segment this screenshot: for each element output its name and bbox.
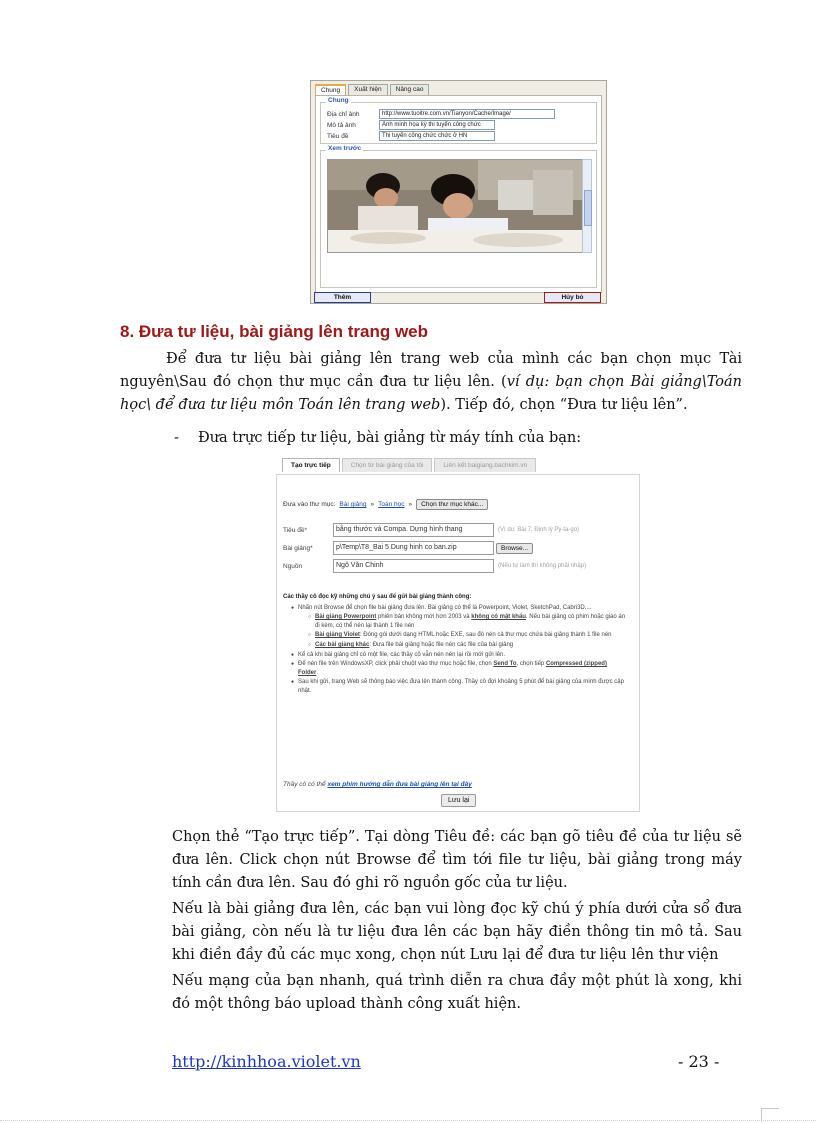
intro-part-1: Để đưa tư liệu bài giảng lên trang web của mình các bạn chọn mục Tài nguyên\Sau đó chọn thư mục cần đưa tư liệu lên. (: [120, 351, 742, 390]
image-insert-dialog: [310, 80, 607, 304]
insert-button[interactable]: Thêm: [314, 292, 371, 303]
sub3-bold: Các bài giảng khác: [315, 641, 370, 648]
crumb-separator: »: [370, 501, 375, 508]
note-item: [291, 678, 628, 695]
choose-folder-button[interactable]: Chọn thư mục khác...: [416, 499, 488, 510]
upload-notes: [283, 593, 628, 697]
image-url-label: Địa chỉ ảnh: [327, 110, 360, 118]
image-dialog-tabs: [315, 84, 429, 95]
upload-form-screenshot: [276, 458, 640, 812]
target-folder-label: Đưa vào thư mục:: [283, 501, 336, 508]
tab-link-bachkim[interactable]: Liên kết baigiang.bachkim.vn: [434, 458, 536, 472]
sub2-rest: : Đóng gói dưới dạng HTML hoặc EXE, sau đó nén cả thư mục chứa bài giảng thành 1 file nén: [359, 632, 612, 639]
general-fieldset: [320, 97, 597, 144]
note-item: [291, 660, 628, 677]
sub1-bold: Bài giảng Powerpoint: [315, 614, 377, 621]
page-number: - 23 -: [678, 1052, 720, 1071]
lesson-file-input[interactable]: p\Temp\T8_Bai 5 Dung hinh co ban.zip: [333, 541, 494, 555]
bullet-dash: -: [174, 430, 179, 446]
image-dialog-panel: [315, 95, 602, 293]
page-border-bottom: [0, 1120, 816, 1121]
crumb-separator-2: »: [408, 501, 413, 508]
note-2-text: Kể cả khi bài giảng chỉ có một file, các thầy cô vẫn nén nén lại rồi mới gửi lên.: [298, 651, 506, 658]
tab-create-direct[interactable]: Tạo trực tiếp: [282, 458, 340, 472]
notes-intro: Các thầy cô đọc kỹ những chú ý sau để gửi bài giảng thành công:: [283, 594, 472, 600]
guide-prefix: Thầy cô có thể: [283, 781, 328, 788]
exam-room-photo: [328, 160, 588, 252]
guide-video-link[interactable]: xem phim hướng dẫn đưa bài giảng lên tại đây: [327, 781, 472, 788]
source-label: Nguồn: [283, 562, 303, 570]
crop-mark-horizontal: [761, 1108, 779, 1109]
crumb-math[interactable]: Toán học: [378, 501, 405, 508]
note-4-text: Sau khi gửi, trang Web sẽ thông báo việc đưa lên thành công. Thầy cô đợi khoảng 5 phút để bài giảng của mình được cập nhật.: [298, 679, 624, 694]
source-hint: (Nếu tự làm thì không phải nhập): [498, 563, 587, 569]
sub-note-item: [308, 631, 628, 640]
guide-line: [283, 781, 472, 788]
preview-fieldset: [320, 145, 597, 288]
title-label: Tiêu đề*: [283, 526, 307, 534]
sub2-bold: Bài giảng Violet: [315, 632, 360, 639]
scrollbar-thumb[interactable]: [584, 190, 592, 226]
image-desc-row: [327, 120, 495, 130]
tab-choose-mine[interactable]: Chọn từ bài giảng của tôi: [342, 458, 433, 472]
paragraph-create-direct: Chọn thẻ “Tạo trực tiếp”. Tại dòng Tiêu đề: các bạn gõ tiêu đề của tư liệu sẽ đưa lên. Click chọn nút Browse để tìm tới file tư liệu, bài giảng trong máy tính cần đưa lên. Sau đó ghi rõ nguồn gốc của tư liệu.: [172, 829, 742, 891]
image-url-row: [327, 109, 555, 119]
image-title-row: [327, 131, 495, 141]
note-item: [291, 604, 628, 650]
note-3-compressed: Compressed (zipped) Folder: [298, 661, 607, 676]
tab-appearance[interactable]: Xuất hiện: [348, 84, 387, 95]
sub-notes-list: [298, 613, 628, 649]
upload-form-body: [276, 474, 640, 812]
footer-website-link[interactable]: http://kinhhoa.violet.vn: [172, 1052, 361, 1071]
paragraph-upload-success: Nếu mạng của bạn nhanh, quá trình diễn ra chưa đầy một phút là xong, khi đó một thông báo upload thành công xuất hiện.: [172, 973, 742, 1012]
sub1-bold2: không có mật khẩu: [471, 614, 526, 621]
lesson-file-row: [283, 541, 533, 555]
image-desc-input[interactable]: Ảnh minh họa kỳ thi tuyển công chức: [379, 120, 495, 130]
bullet-text: Đưa trực tiếp tư liệu, bài giảng từ máy tính của bạn:: [198, 430, 582, 446]
sub1-rest1: phiên bản không mới hơn 2003 và: [376, 614, 472, 621]
intro-example: ví dụ: bạn chọn Bài giảng\Toán học\ để đưa tư liệu môn Toán lên trang web: [120, 374, 742, 413]
cancel-button[interactable]: Hủy bỏ: [544, 292, 601, 303]
sub-note-item: [308, 613, 628, 630]
notes-list: [283, 604, 628, 696]
sub-note-item: [308, 641, 628, 650]
preview-legend: Xem trước: [328, 145, 362, 152]
intro-part-2: ). Tiếp đó, chọn “Đưa tư liệu lên”.: [440, 397, 688, 413]
browse-button[interactable]: Browse...: [496, 543, 533, 554]
source-row: [283, 559, 586, 573]
image-title-input[interactable]: Thi tuyển công chức chức ở HN: [379, 131, 495, 141]
preview-scrollbar[interactable]: [582, 159, 592, 253]
upload-tabs: [282, 458, 536, 472]
section-heading: 8. Đưa tư liệu, bài giảng lên trang web: [120, 322, 429, 341]
crumb-lessons[interactable]: Bài giảng: [339, 501, 367, 508]
paragraph-read-notes: Nếu là bài giảng đưa lên, các bạn vui lòng đọc kỹ chú ý phía dưới cửa sổ đưa bài giảng, còn nếu là tư liệu đưa lên các bạn hãy điền thông tin mô tả. Sau khi điền đầy đủ các mục xong, chọn nút Lưu lại để đưa tư liệu lên thư viện: [172, 901, 742, 963]
intro-paragraph: [120, 348, 742, 417]
title-input[interactable]: bằng thước và Compa. Dựng hình thang: [333, 523, 494, 537]
title-row: [283, 523, 579, 537]
sub1-rest2: . Nếu bài giảng có phim hoặc giáo án đi kèm, có thể nén lại thành 1 file nén: [315, 614, 626, 629]
preview-photo: [327, 159, 589, 253]
tab-general[interactable]: Chung: [315, 84, 346, 95]
image-title-label: Tiêu đề: [327, 132, 349, 140]
tab-advanced[interactable]: Nâng cao: [390, 84, 430, 95]
crop-mark-vertical: [761, 1108, 762, 1122]
title-hint: (Ví dụ: Bài 7. Định lý Py-ta-go): [498, 527, 580, 533]
save-button[interactable]: Lưu lại: [441, 794, 476, 807]
note-1-text: Nhấn nút Browse để chọn file bài giảng đưa lên. Bài giảng có thể là Powerpoint, Violet, SketchPad, Cabri3D,...: [298, 604, 592, 611]
note-item: [291, 651, 628, 660]
target-folder-row: [283, 499, 488, 510]
note-3-sendto: Send To: [493, 661, 517, 668]
sub3-rest: : Đưa file bài giảng hoặc file nén các file của bài giảng: [369, 641, 514, 648]
lesson-file-label: Bài giảng*: [283, 544, 313, 552]
general-legend: Chung: [328, 97, 349, 104]
note-3e: .: [316, 669, 319, 676]
image-url-input[interactable]: http://www.tuoitre.com.vn/Tianyon/Cache/Image/: [379, 109, 555, 119]
note-3c: , chọn tiếp: [516, 661, 546, 668]
source-input[interactable]: Ngô Văn Chinh: [333, 559, 494, 573]
note-3a: Để nén file trên WindowsXP, click phải chuột vào thư mục hoặc file, chọn: [298, 661, 494, 668]
image-desc-label: Mô tả ảnh: [327, 121, 356, 129]
